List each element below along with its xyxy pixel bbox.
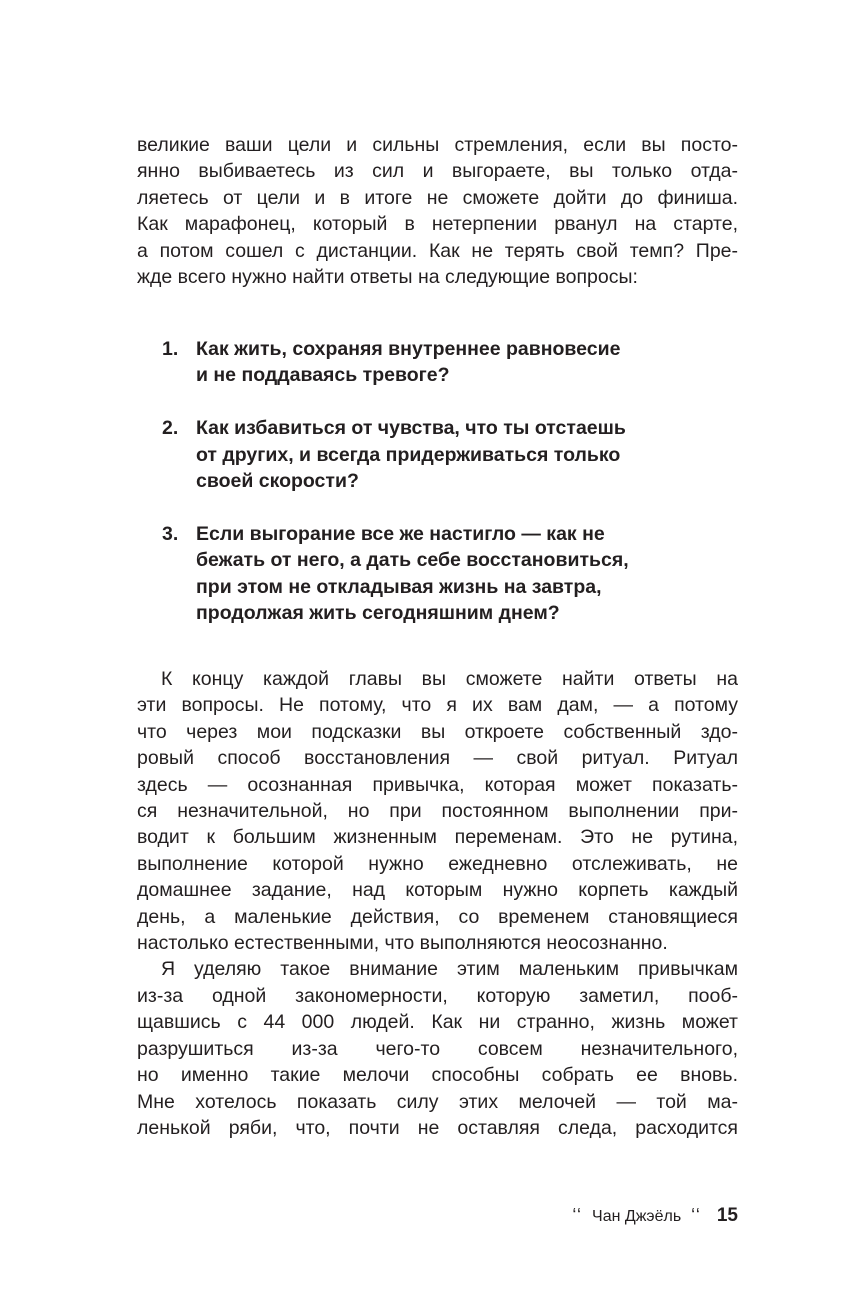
text-line: выполнение которой нужно ежедневно отслеживать, не — [137, 852, 738, 875]
text-line: ровый способ восстановления — свой ритуал. Ритуал — [137, 747, 738, 770]
question-line: Как избавиться от чувства, что ты отстаешь — [196, 417, 626, 440]
text-line: а потом сошел с дистанции. Как не терять свой темп? Пре- — [137, 239, 738, 262]
text-line: что через мои подсказки вы откроете собственный здо- — [137, 720, 738, 743]
text-line: великие ваши цели и сильны стремления, если вы посто- — [137, 134, 738, 156]
text-line: Как марафонец, который в нетерпении рванул на старте, — [137, 213, 738, 236]
quote-mark-close: ‘‘ — [691, 1205, 701, 1225]
page-number: 15 — [716, 1205, 738, 1226]
text-line: из-за одной закономерности, которую заметил, пооб- — [137, 984, 738, 1007]
question-line: продолжая жить сегодняшним днем? — [196, 602, 560, 625]
question-item — [162, 521, 682, 627]
question-line: бежать от него, а дать себе восстановиться, — [196, 549, 629, 572]
text-line: здесь — осознанная привычка, которая может показать- — [137, 773, 738, 796]
text-line: жде всего нужно найти ответы на следующие вопросы: — [137, 266, 638, 289]
text-line: разрушиться из-за чего-то совсем незначительного, — [137, 1037, 738, 1060]
text-line: Я уделяю такое внимание этим маленьким привычкам — [161, 958, 738, 981]
text-line: ленькой ряби, что, почти не оставляя следа, расходится — [137, 1116, 738, 1139]
question-line: и не поддаваясь тревоге? — [196, 364, 450, 387]
text-line: янно выбиваетесь из сил и выгораете, вы только отда- — [137, 160, 738, 183]
question-number: 1. — [162, 338, 179, 360]
text-line: но именно такие мелочи способны собрать ее вновь. — [137, 1064, 738, 1087]
intro-paragraph — [137, 132, 738, 290]
text-line: щавшись с 44 000 людей. Как ни странно, жизнь может — [137, 1011, 738, 1034]
question-line: от других, и всегда придерживаться только — [196, 443, 621, 466]
text-line: К концу каждой главы вы сможете найти ответы на — [161, 668, 738, 690]
question-item — [162, 415, 682, 494]
text-line: домашнее задание, над которым нужно корпеть каждый — [137, 879, 738, 902]
question-line: своей скорости? — [196, 470, 359, 493]
text-line: ся незначительной, но при постоянном выполнении при- — [137, 800, 738, 823]
question-item — [162, 336, 682, 389]
question-number: 2. — [162, 417, 179, 440]
text-line: эти вопросы. Не потому, что я их вам дам, — а потому — [137, 694, 738, 717]
question-number: 3. — [162, 522, 179, 545]
body-paragraphs — [137, 666, 738, 1141]
question-line: Как жить, сохраняя внутреннее равновесие — [196, 338, 621, 360]
question-list — [162, 336, 682, 653]
page-footer — [572, 1205, 738, 1227]
text-line: водит к большим жизненным переменам. Это не рутина, — [137, 826, 738, 849]
text-line: ляетесь от цели и в итоге не сможете дойти до финиша. — [137, 186, 738, 209]
quote-mark-open: ‘‘ — [572, 1205, 583, 1225]
question-line: при этом не откладывая жизнь на завтра, — [196, 575, 602, 598]
text-line: Мне хотелось показать силу этих мелочей — той ма- — [137, 1090, 738, 1113]
text-line: настолько естественными, что выполняются неосознанно. — [137, 932, 668, 955]
author-name: Чан Джэёль — [592, 1208, 682, 1225]
question-line: Если выгорание все же настигло — как не — [196, 522, 605, 545]
text-line: день, а маленькие действия, со временем становящиеся — [137, 905, 738, 928]
